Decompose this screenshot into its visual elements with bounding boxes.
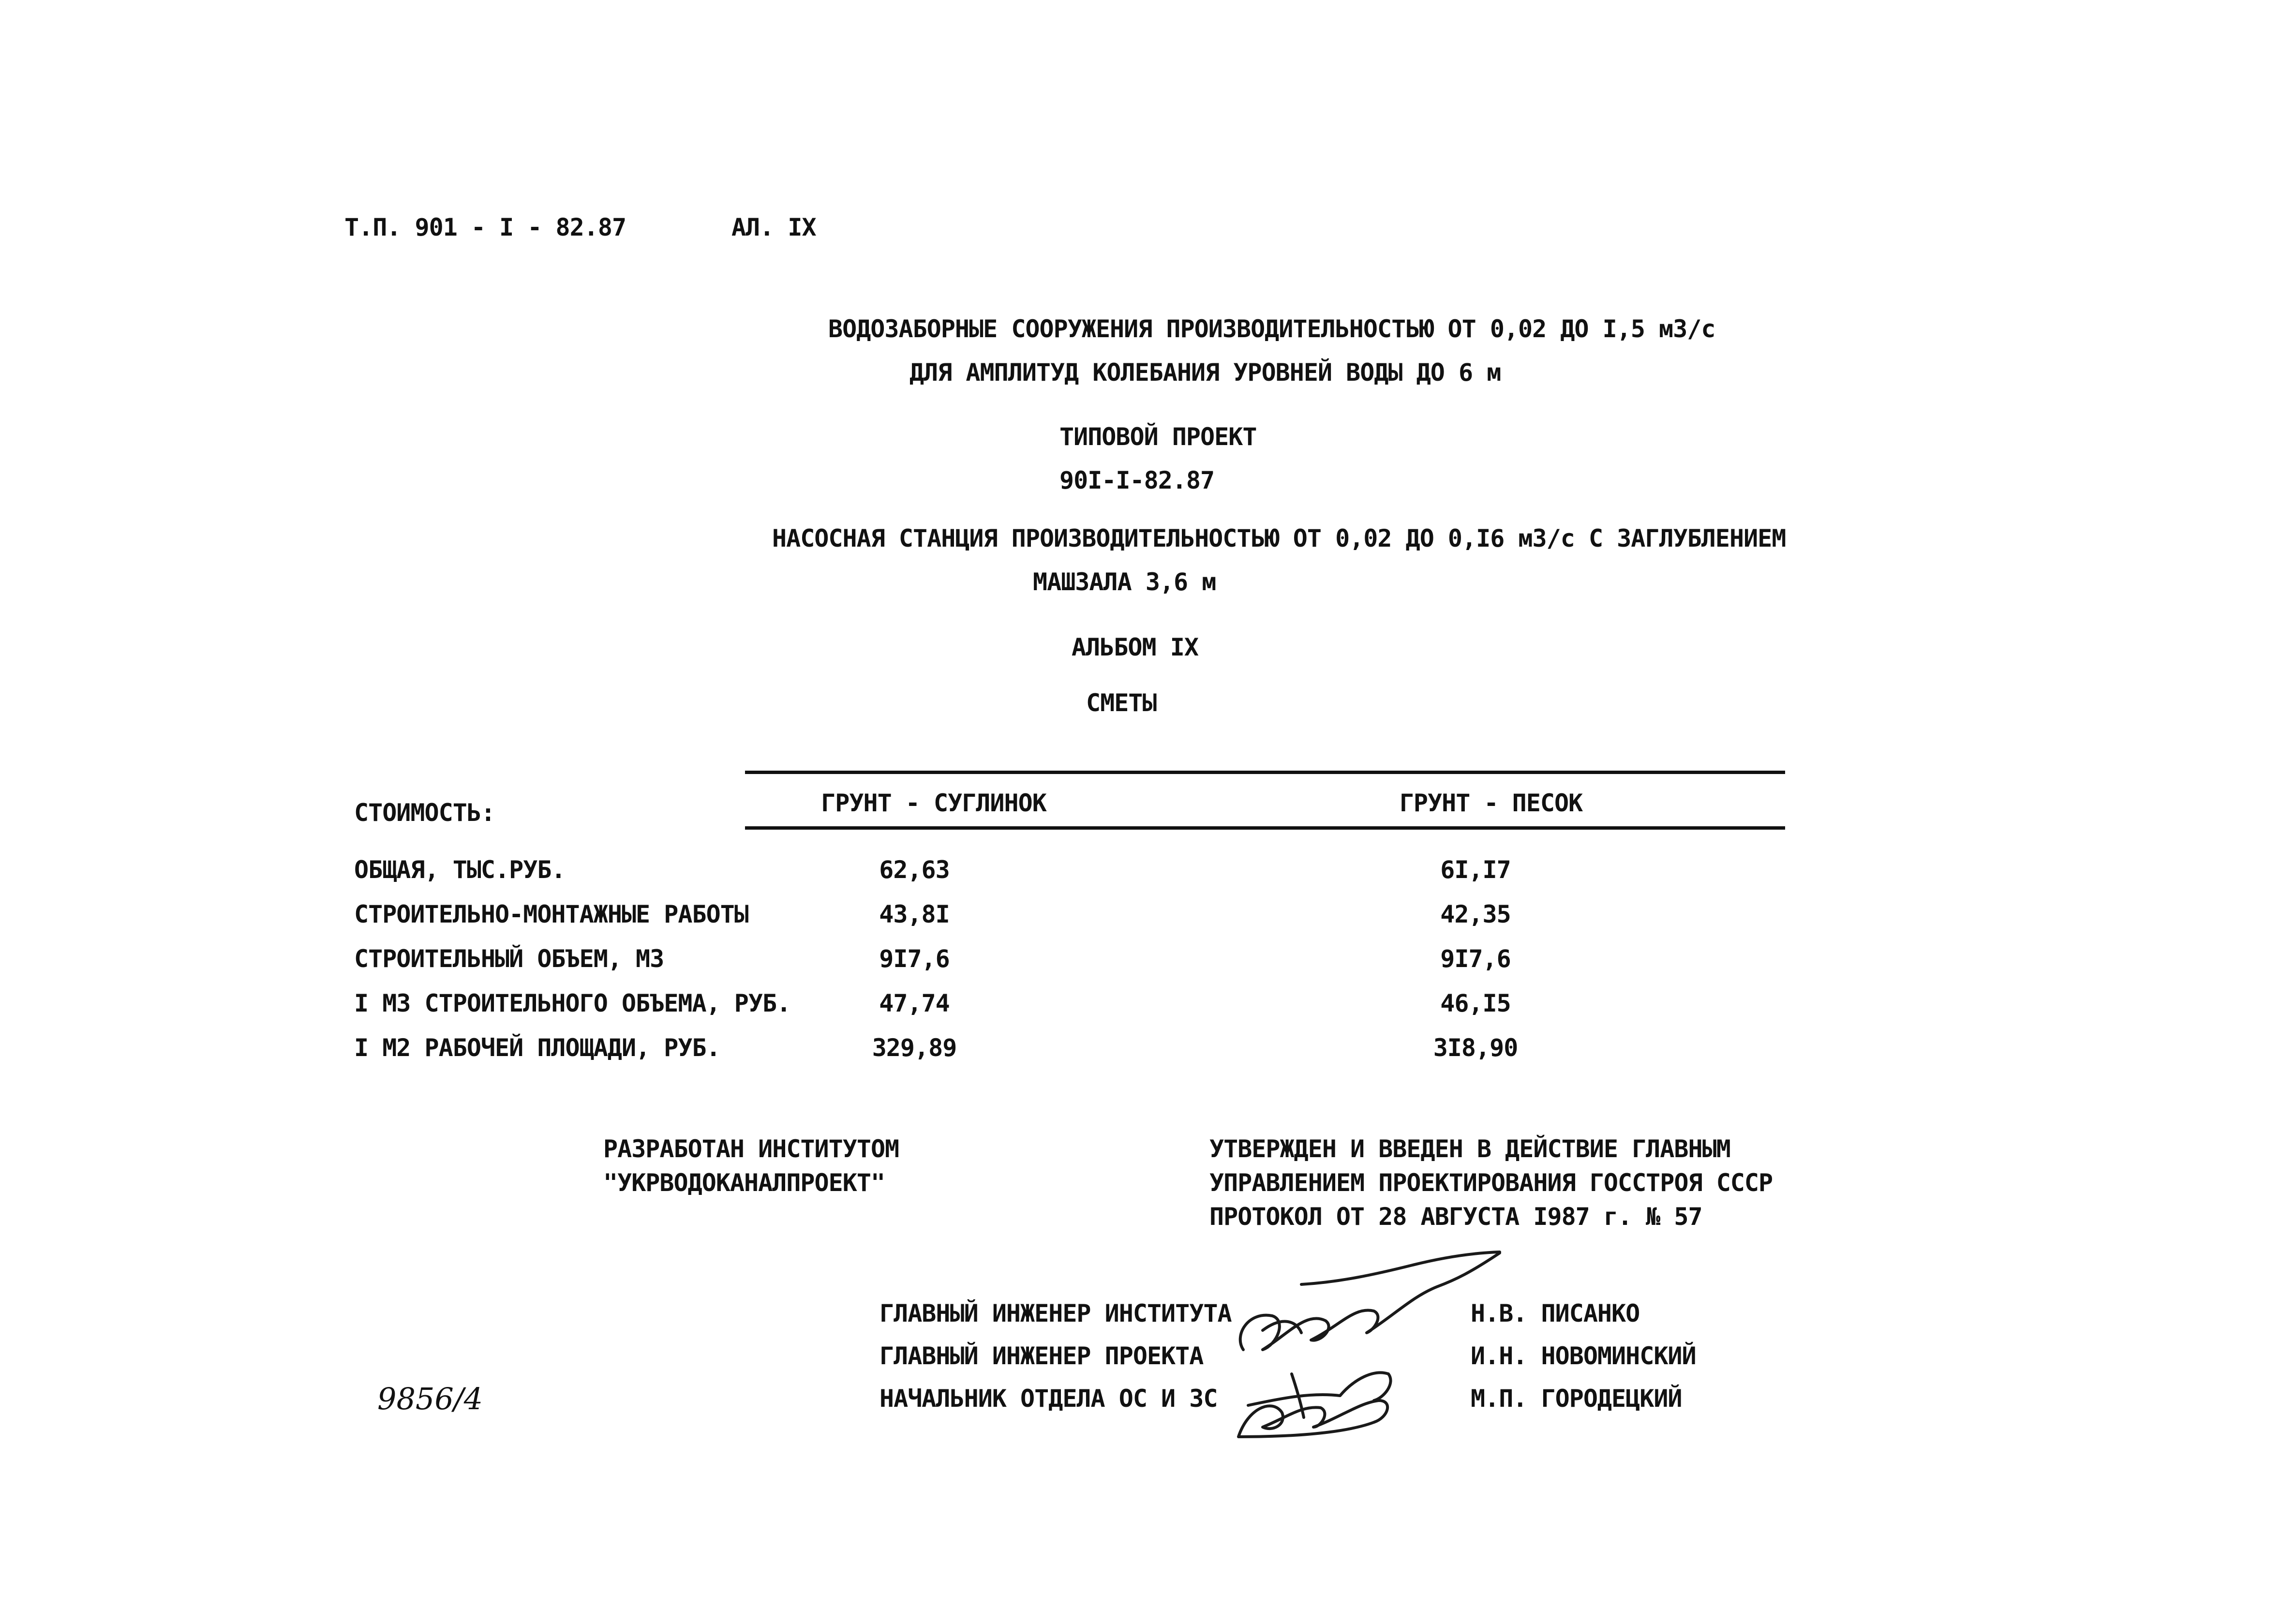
approval-line-1: УТВЕРЖДЕН И ВВЕДЕН В ДЕЙСТВИЕ ГЛАВНЫМ bbox=[1209, 1135, 1730, 1163]
signatory-role: ГЛАВНЫЙ ИНЖЕНЕР ИНСТИТУТА bbox=[879, 1299, 1232, 1327]
table-row-header: СТОИМОСТЬ: bbox=[354, 799, 495, 827]
album-title: АЛЬБОМ IX bbox=[1072, 633, 1198, 661]
row-label: I М3 СТРОИТЕЛЬНОГО ОБЪЕМА, РУБ. bbox=[354, 989, 791, 1017]
title-line-2: ДЛЯ АМПЛИТУД КОЛЕБАНИЯ УРОВНЕЙ ВОДЫ ДО 6 м bbox=[909, 358, 1501, 387]
value-loam: 43,8I bbox=[879, 900, 950, 928]
value-loam: 62,63 bbox=[879, 856, 950, 884]
handwritten-signatures bbox=[1229, 1238, 1538, 1461]
album-reference: АЛ. IX bbox=[731, 213, 816, 241]
row-label: ОБЩАЯ, ТЫС.РУБ. bbox=[354, 856, 566, 884]
value-sand: 46,I5 bbox=[1440, 989, 1511, 1017]
section-title: СМЕТЫ bbox=[1086, 689, 1157, 717]
title-line-3: НАСОСНАЯ СТАНЦИЯ ПРОИЗВОДИТЕЛЬНОСТЬЮ ОТ 0,02 ДО 0,I6 м3/с С ЗАГЛУБЛЕНИЕМ bbox=[772, 524, 1786, 552]
approval-line-2: УПРАВЛЕНИЕМ ПРОЕКТИРОВАНИЯ ГОССТРОЯ СССР bbox=[1209, 1169, 1773, 1197]
column-header-sand: ГРУНТ - ПЕСОК bbox=[1399, 789, 1583, 817]
value-sand: 9I7,6 bbox=[1440, 945, 1511, 973]
value-loam: 9I7,6 bbox=[879, 945, 950, 973]
project-number: 90I-I-82.87 bbox=[1059, 466, 1215, 494]
developed-by-line-1: РАЗРАБОТАН ИНСТИТУТОМ bbox=[603, 1135, 899, 1163]
value-sand: 42,35 bbox=[1440, 900, 1511, 928]
signatory-role: ГЛАВНЫЙ ИНЖЕНЕР ПРОЕКТА bbox=[879, 1342, 1204, 1370]
project-type: ТИПОВОЙ ПРОЕКТ bbox=[1059, 423, 1257, 451]
column-header-loam: ГРУНТ - СУГЛИНОК bbox=[821, 789, 1046, 817]
value-loam: 329,89 bbox=[872, 1034, 957, 1062]
title-line-4: МАШЗАЛА 3,6 м bbox=[1033, 568, 1216, 596]
signatory-name: И.Н. НОВОМИНСКИЙ bbox=[1471, 1342, 1696, 1370]
signatory-name: Н.В. ПИСАНКО bbox=[1471, 1299, 1640, 1327]
signatory-name: М.П. ГОРОДЕЦКИЙ bbox=[1471, 1385, 1682, 1413]
table-header-rule bbox=[745, 826, 1785, 830]
value-sand: 6I,I7 bbox=[1440, 856, 1511, 884]
row-label: I М2 РАБОЧЕЙ ПЛОЩАДИ, РУБ. bbox=[354, 1034, 720, 1062]
approval-protocol: ПРОТОКОЛ ОТ 28 АВГУСТА I987 г. № 57 bbox=[1209, 1203, 1702, 1231]
table-top-rule bbox=[745, 771, 1785, 774]
row-label: СТРОИТЕЛЬНО-МОНТАЖНЫЕ РАБОТЫ bbox=[354, 900, 748, 928]
developed-by-institute: "УКРВОДОКАНАЛПРОЕКТ" bbox=[603, 1169, 885, 1197]
title-line-1: ВОДОЗАБОРНЫЕ СООРУЖЕНИЯ ПРОИЗВОДИТЕЛЬНОСТЬЮ ОТ 0,02 ДО I,5 м3/с bbox=[828, 315, 1715, 343]
signatory-role: НАЧАЛЬНИК ОТДЕЛА ОС И ЗС bbox=[879, 1385, 1218, 1413]
document-code: Т.П. 901 - I - 82.87 bbox=[344, 213, 626, 241]
handwritten-number: 9856/4 bbox=[377, 1381, 483, 1416]
value-sand: 3I8,90 bbox=[1433, 1034, 1518, 1062]
row-label: СТРОИТЕЛЬНЫЙ ОБЪЕМ, М3 bbox=[354, 945, 664, 973]
value-loam: 47,74 bbox=[879, 989, 950, 1017]
